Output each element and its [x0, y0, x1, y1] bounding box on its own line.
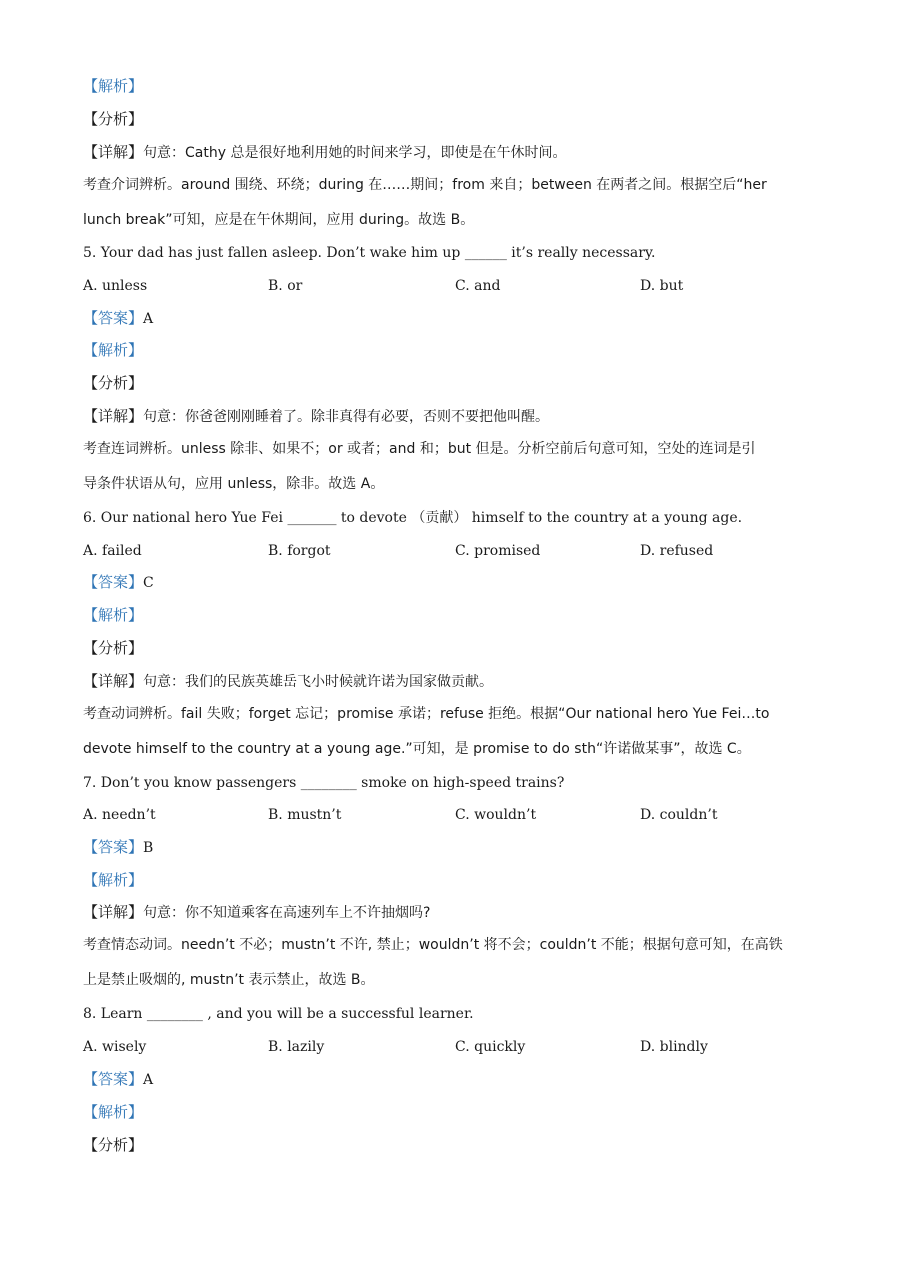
option-d: D. refused	[640, 543, 714, 559]
daan-label: 【答案】	[83, 838, 144, 856]
question-6-stem: 6. Our national hero Yue Fei _______ to devote （贡献） himself to the country at a young age.	[83, 510, 743, 526]
fenxi-label-q8: 【分析】	[83, 1136, 144, 1154]
option-c: C. wouldn’t	[455, 807, 537, 823]
jiexi-label-q5: 【解析】	[83, 341, 144, 359]
answer-q7	[83, 837, 153, 857]
explanation-q6-line1: 考查动词辨析。fail 失败；forget 忘记；promise 承诺；refuse 拒绝。根据“Our national hero Yue Fei…to	[83, 706, 770, 722]
option-c: C. quickly	[455, 1039, 526, 1055]
option-a: A. wisely	[83, 1039, 147, 1055]
fenxi-label-q5: 【分析】	[83, 374, 144, 392]
question-7-stem: 7. Don’t you know passengers ________ smoke on high-speed trains?	[83, 775, 565, 791]
detail-text: 句意：我们的民族英雄岳飞小时候就许诺为国家做贡献。	[143, 674, 494, 690]
explanation-q7-line2: 上是禁止吸烟的, mustn’t 表示禁止，故选 B。	[83, 972, 375, 988]
explanation-q5-line2: 导条件状语从句，应用 unless，除非。故选 A。	[83, 476, 385, 492]
question-8-options	[83, 1037, 828, 1057]
answer-value: B	[143, 840, 154, 856]
xiangjie-label: 【详解】	[83, 143, 144, 161]
jiexi-label-q7: 【解析】	[83, 871, 144, 889]
jiexi-label-q4: 【解析】	[83, 77, 144, 95]
detail-text: 句意：你爸爸刚刚睡着了。除非真得有必要，否则不要把他叫醒。	[143, 409, 550, 425]
answer-value: A	[143, 1072, 154, 1088]
option-a: A. unless	[83, 278, 148, 294]
option-d: D. but	[640, 278, 684, 294]
detail-text: 句意：你不知道乘客在高速列车上不许抽烟吗?	[143, 905, 431, 921]
answer-q5	[83, 308, 153, 328]
explanation-q5-line1: 考查连词辨析。unless 除非、如果不；or 或者；and 和；but 但是。分析空前后句意可知，空处的连词是引	[83, 441, 756, 457]
answer-q6	[83, 572, 154, 592]
fenxi-label-q4: 【分析】	[83, 110, 144, 128]
option-b: B. or	[268, 278, 303, 294]
explanation-q7-line1: 考查情态动词。needn’t 不必；mustn’t 不许, 禁止；wouldn’t 将不会；couldn’t 不能；根据句意可知，在高铁	[83, 937, 783, 953]
daan-label: 【答案】	[83, 1070, 144, 1088]
explanation-q6-line2: devote himself to the country at a young age.”可知，是 promise to do sth“许诺做某事”，故选 C。	[83, 741, 751, 757]
detail-q6	[83, 671, 493, 691]
question-5-stem: 5. Your dad has just fallen asleep. Don’t wake him up ______ it’s really necessary.	[83, 245, 656, 261]
option-d: D. blindly	[640, 1039, 708, 1055]
jiexi-label-q6: 【解析】	[83, 606, 144, 624]
daan-label: 【答案】	[83, 573, 144, 591]
xiangjie-label: 【详解】	[83, 407, 144, 425]
answer-value: C	[143, 575, 154, 591]
detail-q5	[83, 406, 549, 426]
option-c: C. promised	[455, 543, 541, 559]
xiangjie-label: 【详解】	[83, 672, 144, 690]
jiexi-label-q8: 【解析】	[83, 1103, 144, 1121]
option-a: A. needn’t	[83, 807, 156, 823]
question-7-options	[83, 805, 828, 825]
answer-value: A	[143, 311, 154, 327]
question-8-stem: 8. Learn ________ , and you will be a successful learner.	[83, 1006, 474, 1022]
question-5-options	[83, 276, 828, 296]
explanation-q4-line2: lunch break”可知，应是在午休期间，应用 during。故选 B。	[83, 212, 475, 228]
question-6-options	[83, 541, 828, 561]
daan-label: 【答案】	[83, 309, 144, 327]
fenxi-label-q6: 【分析】	[83, 639, 144, 657]
detail-text: 句意：Cathy 总是很好地利用她的时间来学习，即使是在午休时间。	[143, 145, 567, 161]
option-b: B. forgot	[268, 543, 331, 559]
option-a: A. failed	[83, 543, 142, 559]
explanation-q4-line1: 考查介词辨析。around 围绕、环绕；during 在……期间；from 来自；between 在两者之间。根据空后“her	[83, 177, 767, 193]
answer-q8	[83, 1069, 153, 1089]
option-b: B. mustn’t	[268, 807, 342, 823]
option-c: C. and	[455, 278, 501, 294]
option-d: D. couldn’t	[640, 807, 718, 823]
detail-q4	[83, 142, 566, 162]
detail-q7	[83, 902, 430, 922]
xiangjie-label: 【详解】	[83, 903, 144, 921]
option-b: B. lazily	[268, 1039, 325, 1055]
